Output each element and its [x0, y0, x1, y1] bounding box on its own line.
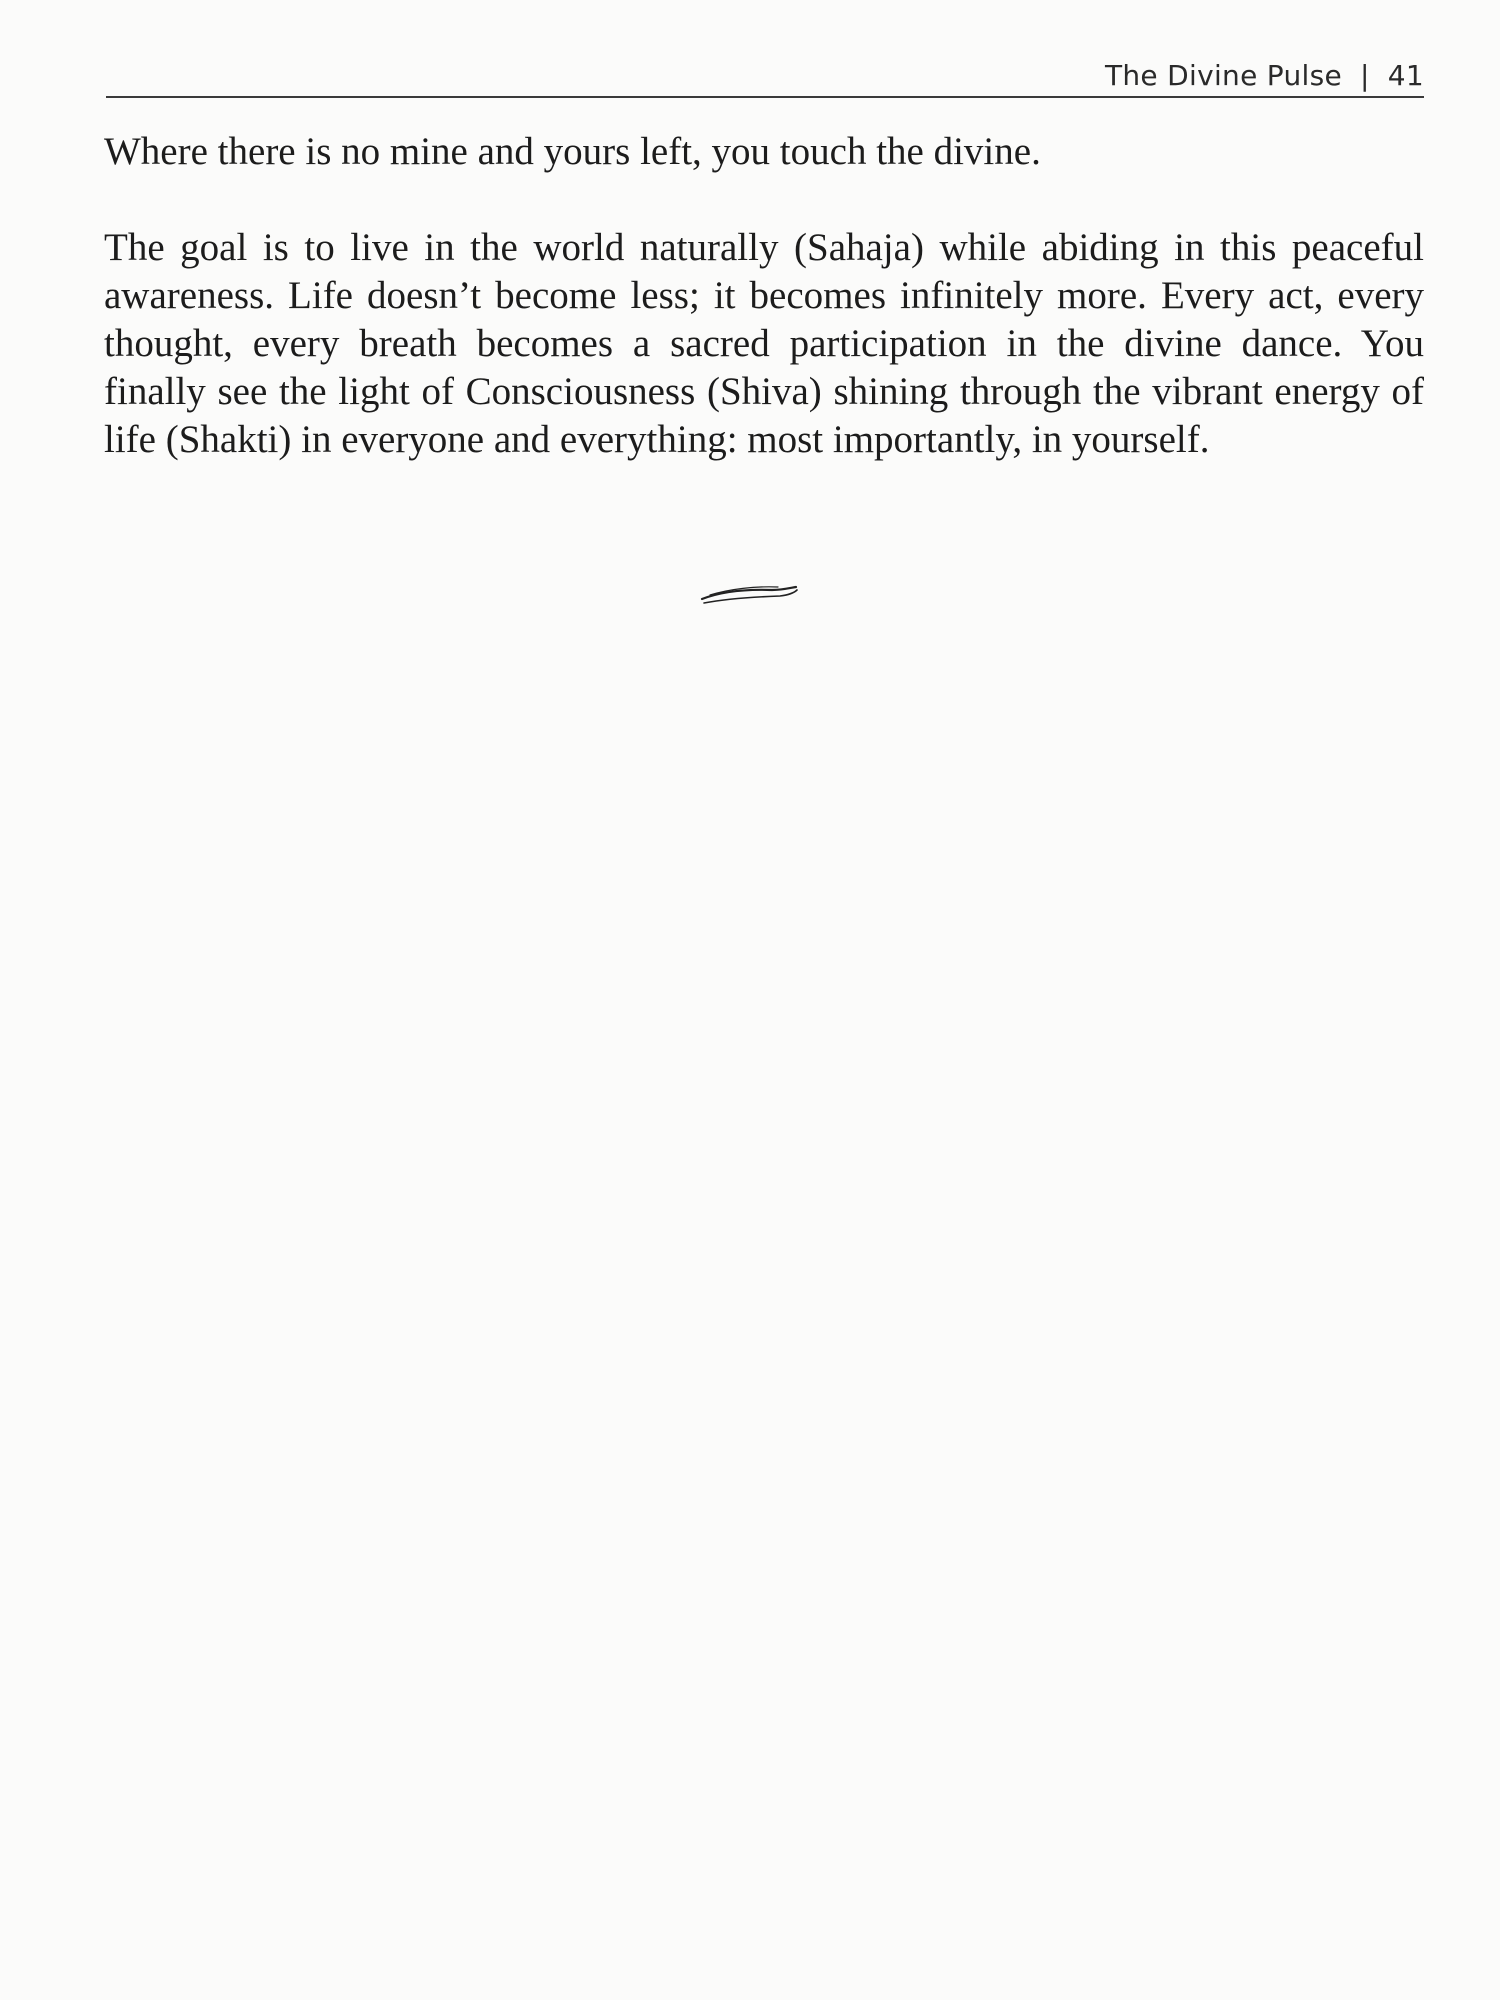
running-head-separator: | [1360, 58, 1370, 92]
header-rule [106, 96, 1424, 98]
running-head-title: The Divine Pulse [1104, 58, 1343, 92]
body-text [104, 128, 1424, 464]
running-head [106, 55, 1424, 95]
page-number: 41 [1387, 58, 1424, 92]
paragraph-1: Where there is no mine and yours left, you touch the divine. [104, 130, 1041, 173]
flourish-icon [700, 578, 800, 608]
paragraph-2: The goal is to live in the world naturally (Sahaja) while abiding in this peaceful awareness. Life doesn’t become less; it becomes infinitely more. Every act, every thought, every breath becomes a sacred participation in the divine dance. You finally see the light of Consciousness (Shiva) shining through the vibrant energy of life (Shakti) in everyone and everything: most importantly, in yourself. [104, 226, 1424, 461]
